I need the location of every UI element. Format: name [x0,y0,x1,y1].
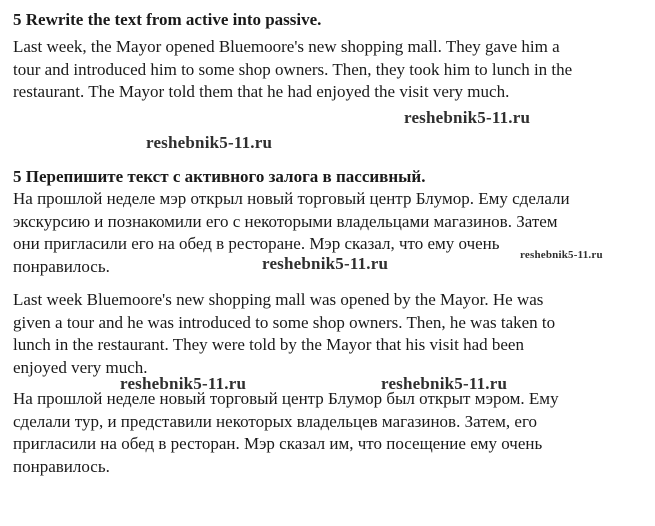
answer-text-ru [13,388,559,478]
watermark: reshebnik5-11.ru [146,133,273,152]
exercise-heading-en: 5 Rewrite the text from active into passive. [13,10,322,29]
answer-text-en [13,289,555,379]
text-line: пригласили на обед в ресторан. Мэр сказал им, что посещение ему очень [13,434,543,453]
text-line: Last week Bluemoore's new shopping mall was opened by the Mayor. He was [13,290,544,309]
text-line: они пригласили его на обед в ресторане. Мэр сказал, что ему очень [13,234,500,253]
text-line: сделали тур, и представили некоторых владельцев магазинов. Затем, его [13,411,538,431]
exercise-text-en [13,36,572,104]
exercise-heading-ru: 5 Перепишите текст с активного залога в пассивный. [13,167,426,186]
watermark: reshebnik5-11.ru [381,374,508,393]
text-line: На прошлой неделе новый торговый центр Блумор был открыт мэром. Ему [13,389,559,408]
text-line: restaurant. The Mayor told them that he had enjoyed the visit very much. [13,82,510,101]
text-line: tour and introduced him to some shop owners. Then, they took him to lunch in the [13,59,573,79]
text-line: На прошлой неделе мэр открыл новый торговый центр Блумор. Ему сделали [13,189,570,208]
text-line: понравилось. [13,456,110,476]
watermark: reshebnik5-11.ru [262,254,389,273]
text-line: Last week, the Mayor opened Bluemoore's new shopping mall. They gave him a [13,37,560,56]
text-line: enjoyed very much. [13,357,148,377]
text-line: lunch in the restaurant. They were told by the Mayor that his visit had been [13,335,524,354]
text-line: понравилось. [13,256,110,276]
watermark: reshebnik5-11.ru [520,249,603,261]
text-line: экскурсию и познакомили его с некоторыми владельцами магазинов. Затем [13,211,558,231]
text-line: given a tour and he was introduced to some shop owners. Then, he was taken to [13,312,556,332]
watermark: reshebnik5-11.ru [404,108,531,127]
watermark: reshebnik5-11.ru [120,374,247,393]
